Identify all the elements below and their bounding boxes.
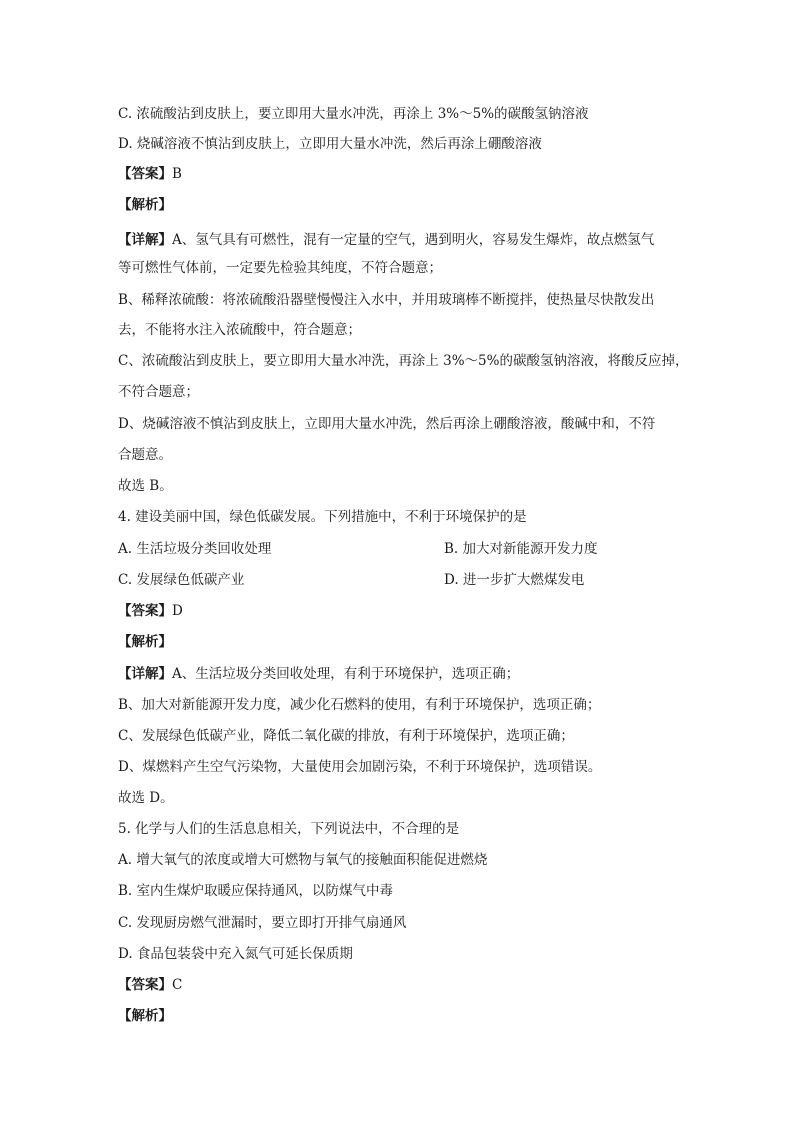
answer-value: B (172, 166, 182, 182)
q4-detail-line-0: 【详解】A、生活垃圾分类回收处理，有利于环境保护，选项正确； (118, 666, 520, 682)
q4-answer (118, 601, 183, 621)
q3-analysis-tag: 【解析】 (118, 197, 172, 213)
detail-tag: 【详解】 (118, 232, 172, 248)
q4-option-c: C. 发展绿色低碳产业 (118, 572, 245, 588)
q5-answer (118, 975, 182, 995)
answer-value: D (172, 603, 183, 619)
q4-option-d: D. 进一步扩大燃煤发电 (444, 572, 585, 588)
q4-option-b: B. 加大对新能源开发力度 (444, 541, 598, 557)
q3-detail-line-6: D、烧碱溶液不慎沾到皮肤上，立即用大量水冲洗，然后再涂上硼酸溶液，酸碱中和，不符 (118, 416, 656, 432)
answer-tag: 【答案】 (118, 977, 172, 993)
q4-stem: 4. 建设美丽中国，绿色低碳发展。下列措施中，不利于环境保护的是 (118, 509, 527, 525)
q3-detail-line-0: 【详解】A、氢气具有可燃性，混有一定量的空气，遇到明火，容易发生爆炸，故点燃氢气 (118, 232, 655, 248)
q3-detail-line-2: B、稀释浓硫酸：将浓硫酸沿器壁慢慢注入水中，并用玻璃棒不断搅拌，使热量尽快散发出 (118, 292, 655, 308)
q5-analysis-tag: 【解析】 (118, 1008, 172, 1024)
q3-detail-line-4: C、浓硫酸沾到皮肤上，要立即用大量水冲洗，再涂上 3%～5%的碳酸氢钠溶液，将酸反应掉， (118, 353, 689, 369)
q4-option-a: A. 生活垃圾分类回收处理 (118, 541, 272, 557)
q5-option-b: B. 室内生煤炉取暖应保持通风，以防煤气中毒 (118, 883, 394, 899)
answer-tag: 【答案】 (118, 166, 172, 182)
q4-detail-line-3: D、煤燃料产生空气污染物，大量使用会加剧污染，不利于环境保护，选项错误。 (118, 759, 602, 775)
q3-detail-line-1: 等可燃性气体前，一定要先检验其纯度，不符合题意； (118, 260, 442, 276)
q3-detail-line-5: 不符合题意； (118, 384, 199, 400)
q5-stem: 5. 化学与人们的生活息息相关，下列说法中，不合理的是 (118, 821, 460, 837)
answer-tag: 【答案】 (118, 603, 172, 619)
q5-option-d: D. 食品包装袋中充入氮气可延长保质期 (118, 946, 353, 962)
q4-detail-line-1: B、加大对新能源开发力度，减少化石燃料的使用，有利于环境保护，选项正确； (118, 697, 601, 713)
q4-conclusion: 故选 D。 (118, 790, 174, 806)
q3-detail-line-7: 合题意。 (118, 447, 172, 463)
q3-option-c: C. 浓硫酸沾到皮肤上，要立即用大量水冲洗，再涂上 3%～5%的碳酸氢钠溶液 (118, 106, 589, 122)
q3-option-d: D. 烧碱溶液不慎沾到皮肤上，立即用大量水冲洗，然后再涂上硼酸溶液 (118, 136, 542, 152)
answer-value: C (172, 977, 183, 993)
q3-answer (118, 164, 182, 184)
detail-tag: 【详解】 (118, 666, 172, 682)
q4-analysis-tag: 【解析】 (118, 634, 172, 650)
q3-detail-line-3: 去，不能将水注入浓硫酸中，符合题意； (118, 322, 361, 338)
q5-option-a: A. 增大氧气的浓度或增大可燃物与氧气的接触面积能促进燃烧 (118, 852, 488, 868)
q5-option-c: C. 发现厨房燃气泄漏时，要立即打开排气扇通风 (118, 915, 407, 931)
q4-detail-line-2: C、发展绿色低碳产业，降低二氧化碳的排放，有利于环境保护，选项正确； (118, 728, 574, 744)
q3-conclusion: 故选 B。 (118, 478, 173, 494)
